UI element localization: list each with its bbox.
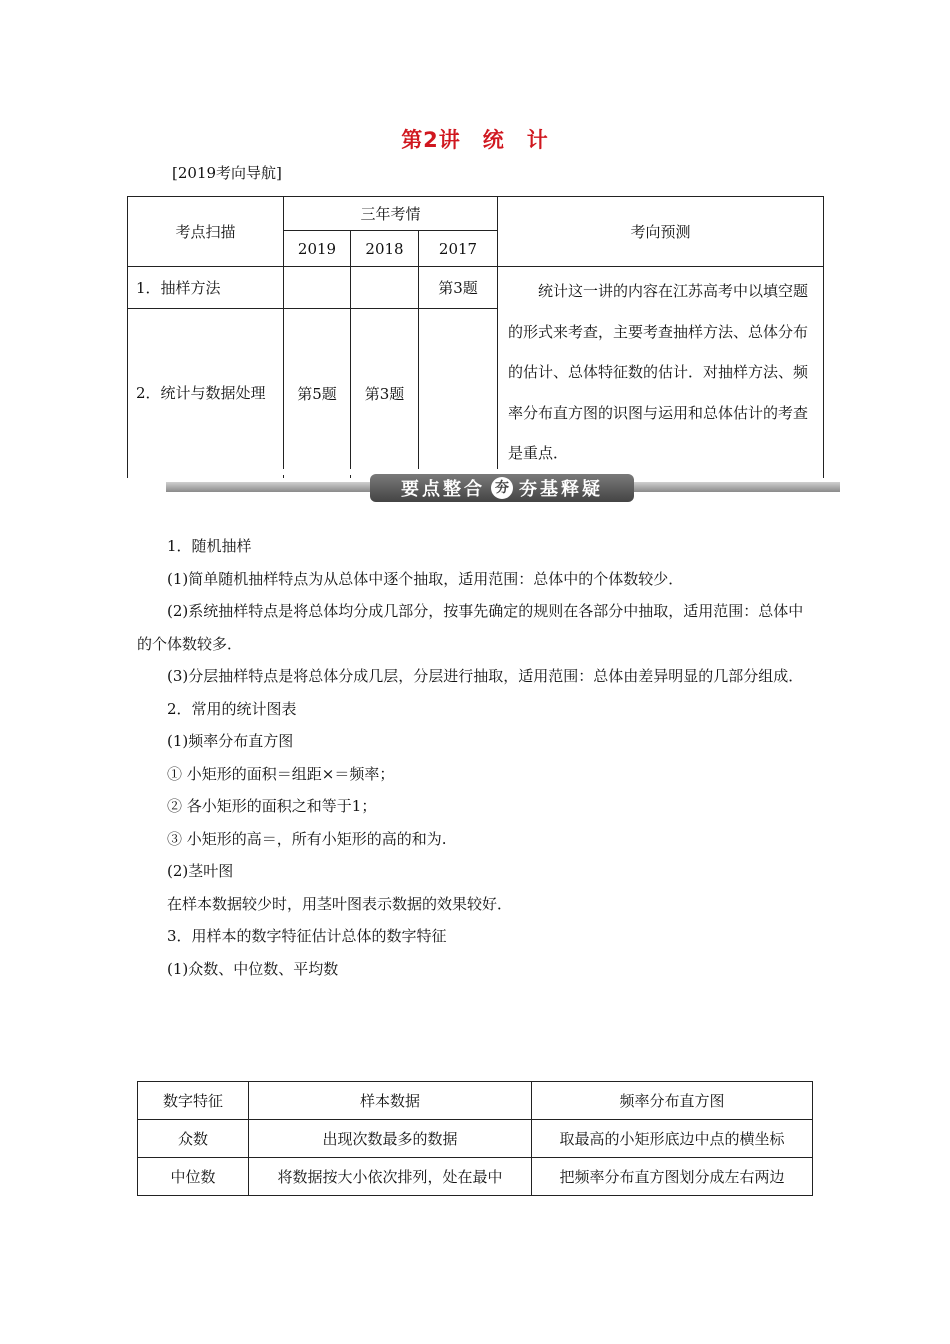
header-cell: 数字特征 <box>138 1082 249 1120</box>
forecast-text: 统计这一讲的内容在江苏高考中以填空题的形式来考查，主要考查抽样方法、总体分布的估计、总体特征数的估计．对抽样方法、频率分布直方图的识图与运用和总体估计的考查是重点． <box>498 267 824 478</box>
paragraph: (1)频率分布直方图 <box>167 732 294 750</box>
banner-right-text: 夯基释疑 <box>519 479 603 500</box>
paragraph: ① 小矩形的面积＝组距×＝频率； <box>167 764 395 783</box>
cell-2018-statistics: 第3题 <box>351 308 419 477</box>
header-three-years: 三年考情 <box>284 197 498 231</box>
heading-charts: 2．常用的统计图表 <box>167 699 297 718</box>
paragraph: ③ 小矩形的高＝，所有小矩形的高的和为. <box>167 829 447 848</box>
header-cell: 样本数据 <box>249 1082 532 1120</box>
year-2017: 2017 <box>419 231 498 267</box>
exam-overview-table <box>127 196 824 478</box>
paragraph: 在样本数据较少时，用茎叶图表示数据的效果较好． <box>167 894 513 913</box>
paragraph: (3)分层抽样特点是将总体分成几层，分层进行抽取，适用范围：总体由差异明显的几部分组成． <box>167 667 804 685</box>
table-cell: 出现次数最多的数据 <box>249 1120 532 1158</box>
page-title: 第2讲 统 计 <box>401 128 549 152</box>
table-cell: 将数据按大小依次排列，处在最中 <box>249 1158 532 1196</box>
header-cell: 频率分布直方图 <box>532 1082 813 1120</box>
paragraph: (1)简单随机抽样特点为从总体中逐个抽取，适用范围：总体中的个体数较少． <box>167 569 684 588</box>
topic-sampling: 1．抽样方法 <box>128 267 284 309</box>
cell-empty <box>284 267 351 309</box>
numeric-feature-table <box>137 1081 813 1196</box>
header-forecast: 考向预测 <box>498 197 824 267</box>
topic-statistics: 2．统计与数据处理 <box>128 308 284 477</box>
header-topic: 考点扫描 <box>128 197 284 267</box>
paragraph: (2)系统抽样特点是将总体均分成几部分，按事先确定的规则在各部分中抽取，适用范围：总体中的个体数较多． <box>137 602 804 653</box>
table-cell: 众数 <box>138 1120 249 1158</box>
table-row <box>138 1158 813 1196</box>
banner-left-text: 要点整合 <box>401 479 485 500</box>
cell-empty <box>351 267 419 309</box>
heading-numeric-features: 3．用样本的数字特征估计总体的数字特征 <box>167 927 447 945</box>
cell-empty <box>419 308 498 477</box>
paragraph: (1)众数、中位数、平均数 <box>167 959 339 978</box>
section-banner <box>370 474 634 502</box>
table-cell: 把频率分布直方图划分成左右两边 <box>532 1158 813 1196</box>
heading-random-sampling: 1．随机抽样 <box>167 537 252 555</box>
nav-label: [2019考向导航] <box>172 164 282 182</box>
year-2018: 2018 <box>351 231 419 267</box>
cell-2017-sampling: 第3题 <box>419 267 498 309</box>
paragraph: (2)茎叶图 <box>167 862 234 880</box>
cell-2019-statistics: 第5题 <box>284 308 351 477</box>
table-cell: 中位数 <box>138 1158 249 1196</box>
main-content <box>137 530 817 985</box>
paragraph: ② 各小矩形的面积之和等于1； <box>167 797 377 815</box>
year-2019: 2019 <box>284 231 351 267</box>
table-row <box>138 1120 813 1158</box>
table-cell: 取最高的小矩形底边中点的横坐标 <box>532 1120 813 1158</box>
banner-badge-icon: 夯 <box>491 477 513 499</box>
